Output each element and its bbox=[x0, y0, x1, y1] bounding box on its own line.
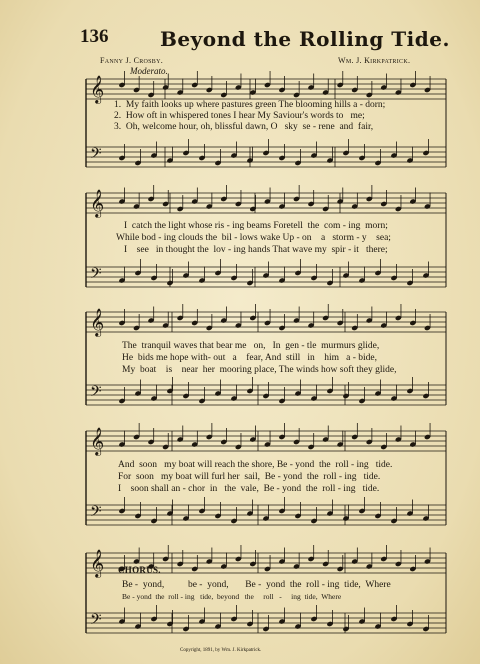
lyric-line: 3. Oh, welcome hour, oh, blissful dawn, O sky se - rene and fair, bbox=[114, 122, 374, 132]
lyric-line: I see in thought the lov - ing hands That wave my spir - it there; bbox=[124, 245, 388, 255]
lyric-line: And soon my boat will reach the shore, Be - yond the roll - ing tide. bbox=[118, 460, 393, 470]
lyric-line: 2. How oft in whispered tones I hear My Saviour's words to me; bbox=[114, 111, 365, 121]
lyric-line: While bod - ing clouds the bil - lows wake Up - on a storm - y sea; bbox=[116, 233, 391, 243]
bass-clef-icon: 𝄢 bbox=[90, 145, 102, 166]
treble-clef-icon: 𝄞 bbox=[90, 189, 105, 217]
lyric-line: He bids me hope with- out a fear, And still in him a - bide, bbox=[122, 353, 378, 363]
author-credit: Fanny J. Crosby. bbox=[100, 56, 164, 65]
lyric-line: For soon my boat will furl her sail, Be - yond the roll - ing tide. bbox=[118, 472, 381, 482]
treble-clef-icon: 𝄞 bbox=[90, 308, 105, 336]
copyright-notice: Copyright, 1891, by Wm. J. Kirkpatrick. bbox=[180, 648, 262, 653]
tempo-marking: Moderato. bbox=[130, 66, 168, 76]
lyric-line: 1. My faith looks up where pastures green The blooming hills a - dorn; bbox=[114, 100, 386, 110]
treble-clef-icon: 𝄞 bbox=[90, 549, 105, 577]
treble-clef-icon: 𝄞 bbox=[90, 427, 105, 455]
chorus-label: CHORUS. bbox=[118, 565, 161, 575]
bass-clef-icon: 𝄢 bbox=[90, 611, 102, 632]
lyric-line: I soon shall an - chor in the vale, Be - yond the roll - ing tide. bbox=[118, 484, 380, 494]
composer-credit: Wm. J. Kirkpatrick. bbox=[338, 56, 411, 65]
hymn-title: Beyond the Rolling Tide. bbox=[160, 27, 450, 51]
lyric-line: My boat is near her mooring place, The winds how soft they glide, bbox=[122, 365, 397, 375]
lyric-line: Be - yond, be - yond, Be - yond the roll - ing tide, Where bbox=[122, 580, 391, 590]
treble-clef-icon: 𝄞 bbox=[90, 75, 105, 103]
lyric-line: I catch the light whose ris - ing beams Foretell the com - ing morn; bbox=[124, 221, 388, 231]
page-number: 136 bbox=[80, 26, 109, 47]
lyric-line: Be - yond the roll - ing tide, beyond the roll - ing tide, Where bbox=[122, 592, 342, 601]
bass-clef-icon: 𝄢 bbox=[90, 265, 102, 286]
lyric-line: The tranquil waves that bear me on, In gen - tle murmurs glide, bbox=[122, 341, 380, 351]
bass-clef-icon: 𝄢 bbox=[90, 503, 102, 524]
bass-clef-icon: 𝄢 bbox=[90, 383, 102, 404]
